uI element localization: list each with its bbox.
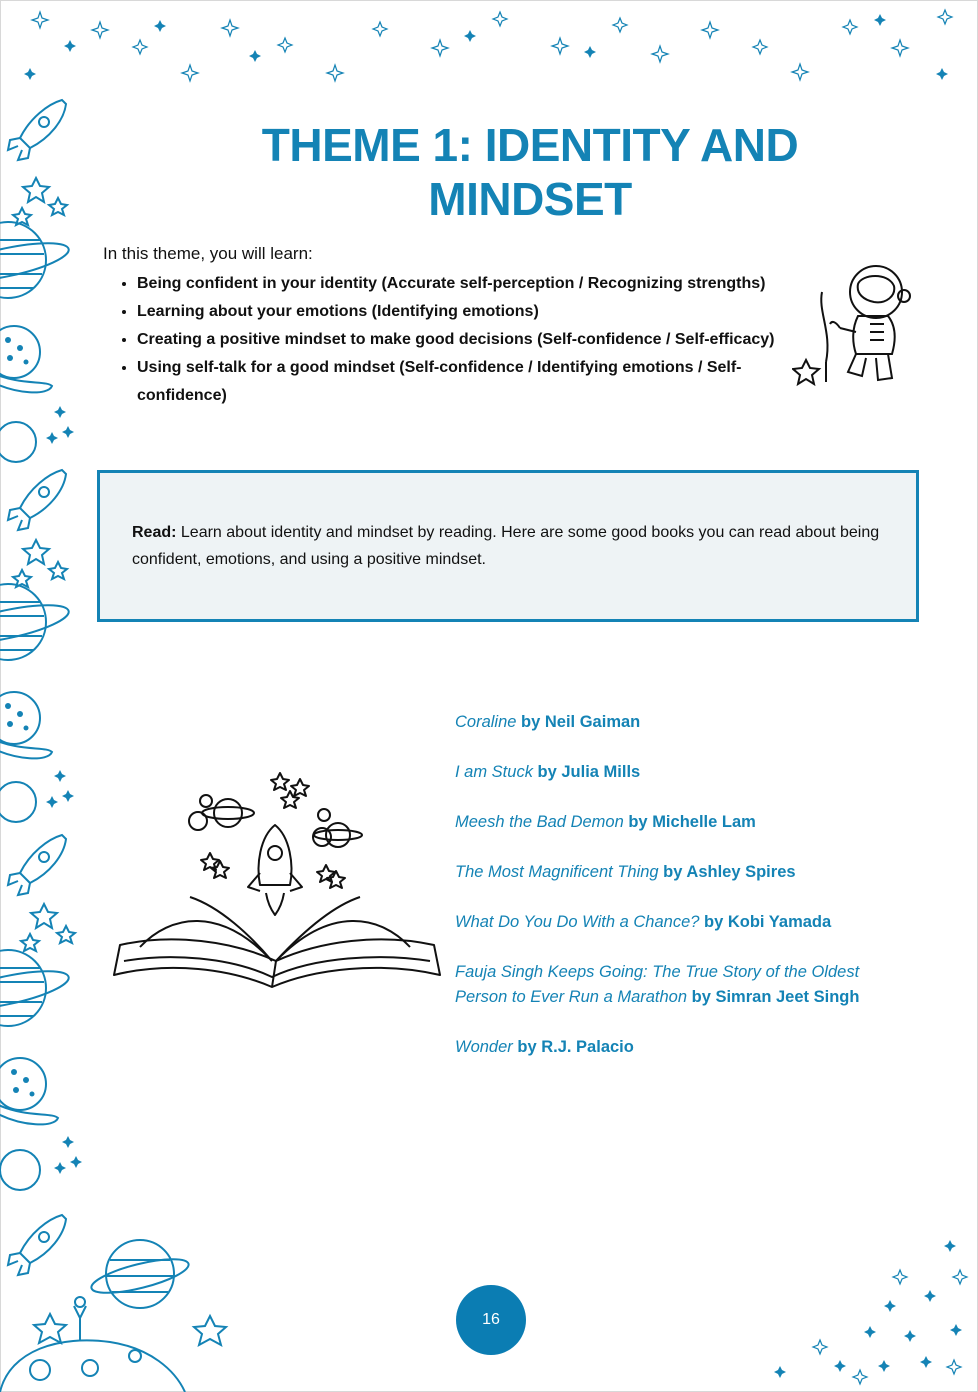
read-box <box>97 470 919 622</box>
list-item: • Creating a positive mindset to make good decisions (Self-confidence / Self-efficacy) <box>137 326 803 354</box>
list-item: • Being confident in your identity (Accurate self-perception / Recognizing strengths) <box>137 270 803 298</box>
list-item <box>455 910 875 935</box>
book-author: by Neil Gaiman <box>516 713 641 731</box>
book-author: by R.J. Palacio <box>512 1038 634 1056</box>
list-item <box>455 960 875 1010</box>
open-book-rocket-icon <box>110 765 445 995</box>
intro-lead: In this theme, you will learn: <box>103 244 313 263</box>
list-item <box>455 1035 875 1060</box>
list-item <box>455 760 875 785</box>
intro-section <box>103 244 803 410</box>
list-item: • Using self-talk for a good mindset (Self-confidence / Identifying emotions / Self-confidence) <box>137 354 803 410</box>
list-item <box>455 710 875 735</box>
book-author: by Michelle Lam <box>623 813 756 831</box>
book-author: by Ashley Spires <box>658 863 796 881</box>
planet-icon <box>0 90 90 1392</box>
read-text <box>132 519 892 573</box>
book-title: I am Stuck <box>455 763 533 781</box>
page-number: 16 <box>456 1285 526 1355</box>
book-title: Coraline <box>455 713 517 731</box>
moon-icon <box>0 1230 240 1392</box>
book-list <box>455 710 875 1085</box>
star-pattern-icon <box>760 1230 978 1392</box>
book-title: Wonder <box>455 1038 513 1056</box>
book-title: What Do You Do With a Chance? <box>455 913 700 931</box>
astronaut-icon <box>792 262 922 392</box>
rocket-icon <box>8 100 66 160</box>
book-title: Fauja Singh Keeps Going: The True Story of the Oldest Person to Ever Run a Marathon <box>455 963 860 1006</box>
book-author: by Kobi Yamada <box>699 913 832 931</box>
book-title: Meesh the Bad Demon <box>455 813 624 831</box>
read-label: Read: <box>132 524 177 541</box>
page-title: THEME 1: IDENTITY AND MINDSET <box>261 119 799 225</box>
star-pattern-icon <box>0 0 978 90</box>
learning-list <box>103 270 803 410</box>
list-item <box>455 860 875 885</box>
book-author: by Simran Jeet Singh <box>687 988 860 1006</box>
book-title: The Most Magnificent Thing <box>455 863 659 881</box>
list-item <box>455 810 875 835</box>
list-item: • Learning about your emotions (Identifying emotions) <box>137 298 803 326</box>
read-description: Learn about identity and mindset by reading. Here are some good books you can read about being confident, emotions, and using a positive mindset. <box>132 524 880 568</box>
book-author: by Julia Mills <box>532 763 641 781</box>
